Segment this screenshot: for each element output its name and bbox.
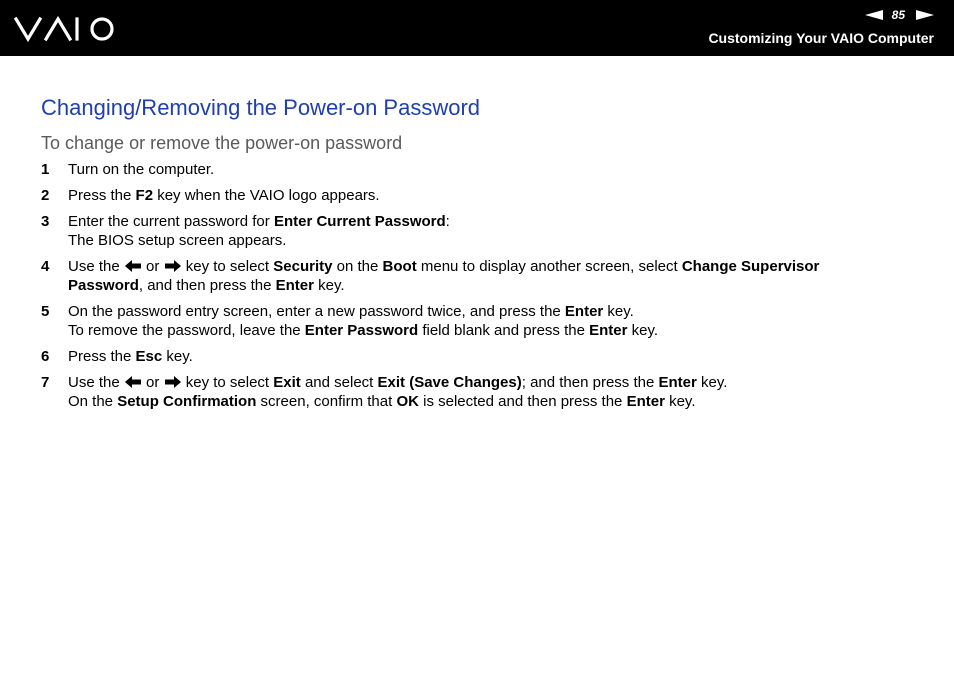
procedure-subtitle: To change or remove the power-on password xyxy=(41,133,403,153)
right-arrow-key-icon xyxy=(164,259,182,273)
step-number: 1 xyxy=(41,161,50,178)
step-1 xyxy=(41,160,921,179)
step-number: 6 xyxy=(41,348,50,365)
step-number: 7 xyxy=(41,374,50,391)
page-number: 85 xyxy=(891,8,905,22)
page-navigation xyxy=(865,7,934,23)
step-number: 4 xyxy=(41,258,50,275)
step-7 xyxy=(41,373,921,411)
step-number: 3 xyxy=(41,213,50,230)
step-4 xyxy=(41,257,921,295)
step-text: Press the F2 key when the VAIO logo appears. xyxy=(68,187,380,204)
step-text: Enter the current password for Enter Current Password: The BIOS setup screen appears. xyxy=(68,213,450,249)
step-6 xyxy=(41,347,921,366)
vaio-logo xyxy=(14,16,120,42)
step-3 xyxy=(41,212,921,250)
triangle-right-icon[interactable] xyxy=(916,9,934,21)
section-title: Customizing Your VAIO Computer xyxy=(708,30,934,46)
step-text: Turn on the computer. xyxy=(68,161,215,178)
triangle-left-icon[interactable] xyxy=(865,9,883,21)
step-2 xyxy=(41,186,921,205)
step-text: On the password entry screen, enter a new password twice, and press the Enter key. To remove the password, leave the Enter Password field blank and press the Enter key. xyxy=(68,303,659,339)
step-text: Use the or key to select Exit and select Exit (Save Changes); and then press the Enter key. On the Setup Confirmation screen, confirm that OK is selected and then press the Enter key. xyxy=(68,374,728,410)
left-arrow-key-icon xyxy=(124,259,142,273)
step-5 xyxy=(41,302,921,340)
right-arrow-key-icon xyxy=(164,375,182,389)
page-header xyxy=(0,0,954,56)
step-number: 5 xyxy=(41,303,50,320)
left-arrow-key-icon xyxy=(124,375,142,389)
step-text: Use the or key to select Security on the Boot menu to display another screen, select Change Supervisor Password, and then press the Enter key. xyxy=(68,258,820,294)
step-text: Press the Esc key. xyxy=(68,348,193,365)
page-title: Changing/Removing the Power-on Password xyxy=(41,95,481,120)
step-number: 2 xyxy=(41,187,50,204)
steps-list xyxy=(41,160,921,418)
